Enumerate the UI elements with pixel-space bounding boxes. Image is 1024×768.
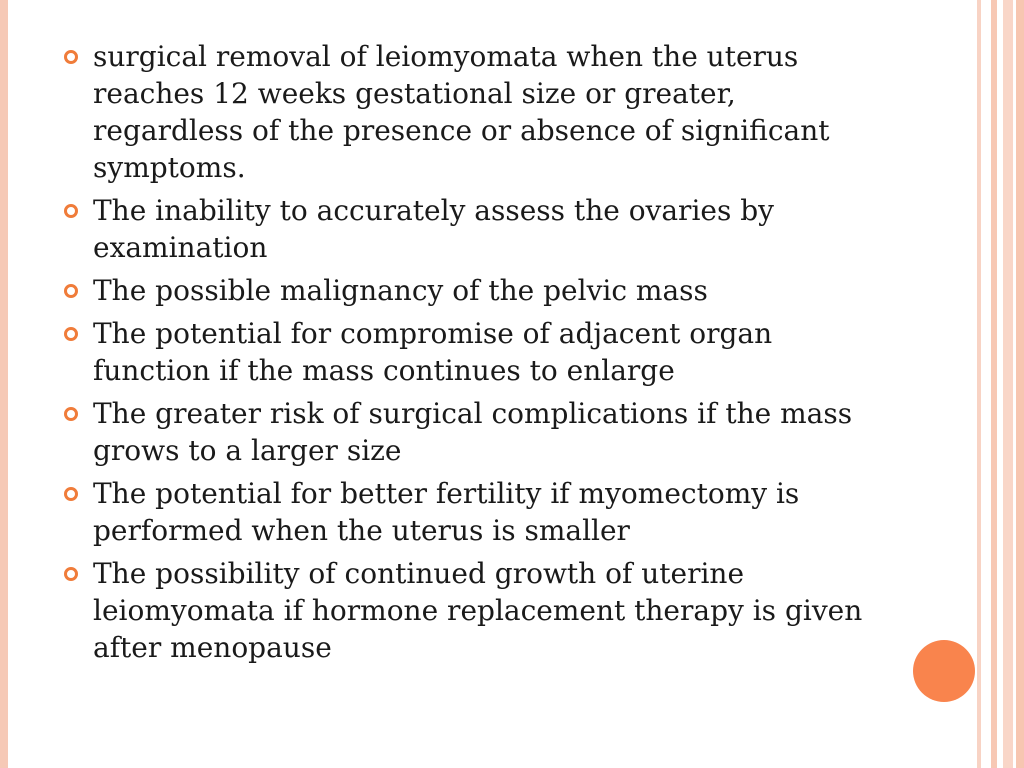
left-border bbox=[0, 0, 8, 768]
stripe bbox=[1003, 0, 1013, 768]
circle-bullet-icon bbox=[64, 327, 78, 341]
bullet-text: The possible malignancy of the pelvic mass bbox=[93, 274, 708, 307]
bullet-item bbox=[62, 395, 882, 469]
bullet-item bbox=[62, 475, 882, 549]
bullet-item bbox=[62, 192, 882, 266]
bullet-text: The potential for better fertility if myomectomy is performed when the uterus is smaller bbox=[93, 477, 800, 547]
decorative-stripes bbox=[977, 0, 1024, 768]
circle-bullet-icon bbox=[64, 204, 78, 218]
decorative-circle bbox=[913, 640, 975, 702]
circle-bullet-icon bbox=[64, 487, 78, 501]
circle-bullet-icon bbox=[64, 284, 78, 298]
stripe bbox=[981, 0, 991, 768]
bullet-text: The possibility of continued growth of uterine leiomyomata if hormone replacement therapy is given after menopause bbox=[93, 557, 863, 664]
bullet-item bbox=[62, 555, 882, 666]
bullet-text: The potential for compromise of adjacent organ function if the mass continues to enlarge bbox=[93, 317, 773, 387]
bullet-text: The inability to accurately assess the ovaries by examination bbox=[93, 194, 774, 264]
circle-bullet-icon bbox=[64, 50, 78, 64]
circle-bullet-icon bbox=[64, 567, 78, 581]
bullet-text: surgical removal of leiomyomata when the uterus reaches 12 weeks gestational size or greater, regardless of the presence or absence of significant symptoms. bbox=[93, 40, 830, 184]
bullet-item bbox=[62, 38, 882, 186]
bullet-item bbox=[62, 272, 882, 309]
stripe bbox=[1016, 0, 1024, 768]
bullet-item bbox=[62, 315, 882, 389]
bullet-text: The greater risk of surgical complications if the mass grows to a larger size bbox=[93, 397, 853, 467]
circle-bullet-icon bbox=[64, 407, 78, 421]
bullet-list bbox=[62, 38, 882, 672]
